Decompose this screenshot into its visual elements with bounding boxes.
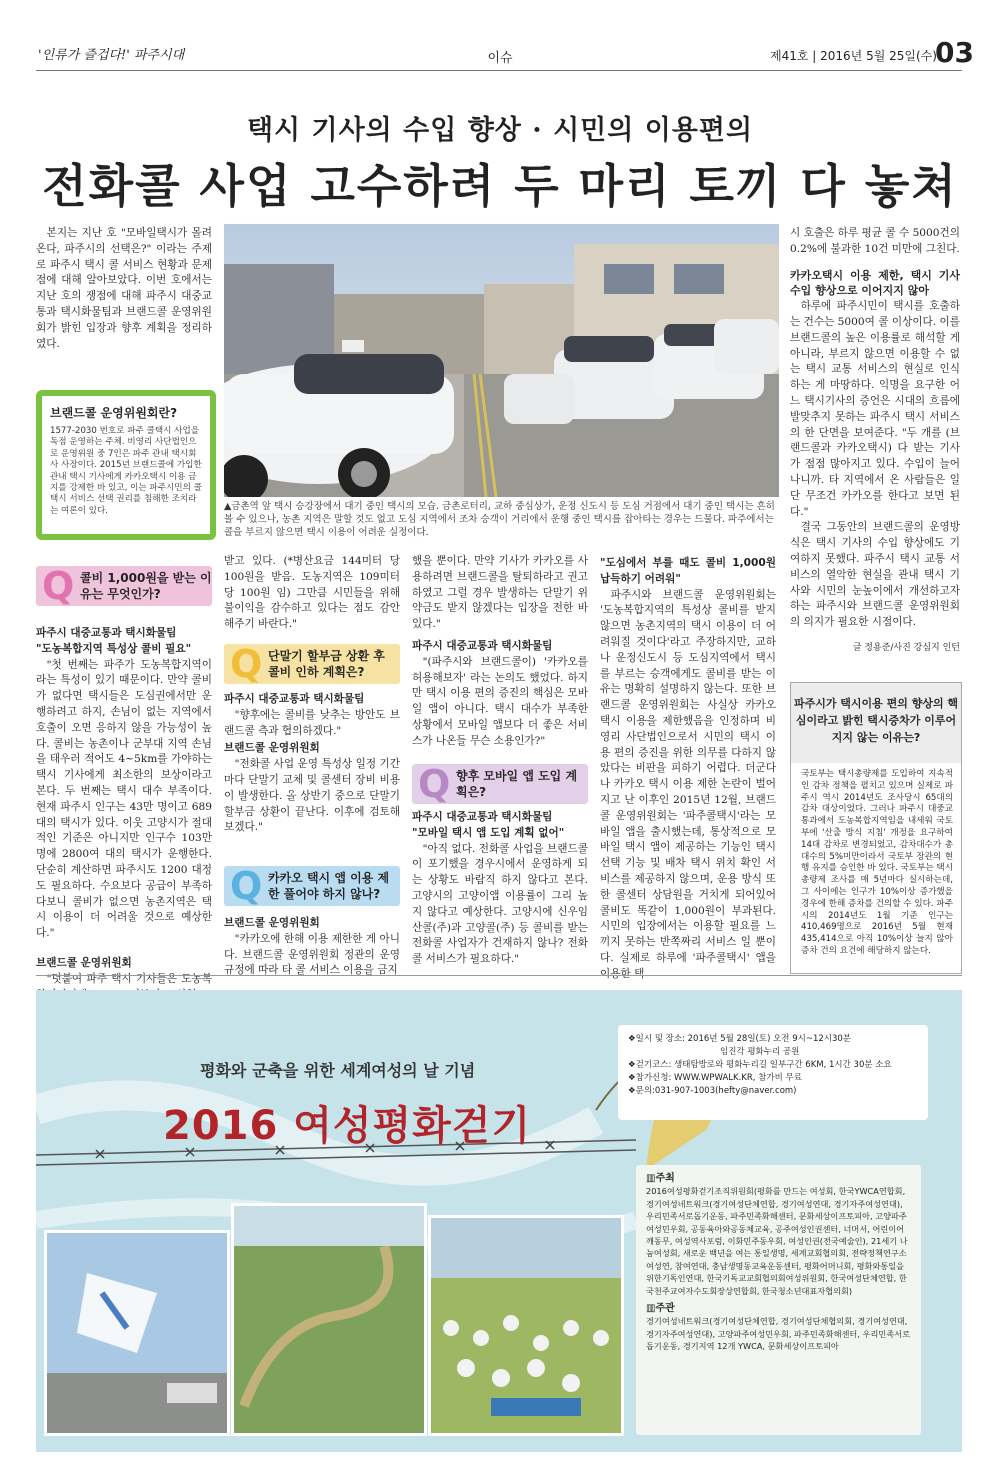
column-1 bbox=[36, 618, 212, 1019]
subheadline: 택시 기사의 수입 향상 · 시민의 이용편의 bbox=[246, 115, 754, 146]
column-2-body bbox=[224, 692, 400, 836]
answer-text: "전화콜 사업 운영 특성상 일정 기간마다 단말기 교체 및 콜센터 장비 비용이 발생한다. 올 상반기 중으로 단말기 할부금 상환이 끝난다. 이후에 검토해 보겠다." bbox=[224, 758, 400, 834]
photo-caption: ▲금촌역 앞 택시 승강장에서 대기 중인 택시의 모습. 금촌로터리, 교하 중심상가, 운정 신도시 등 도심 거점에서 대기 중인 택시는 흔히 볼 수 있으나, 농촌 지역은 말할 것도 없고 도심 지역에서 조차 승객이 거리에서 운행 중인 택시를 잡아타는 경우는 드물다. 파주에서는 콜을 부르지 않으면 택시 이용이 어려운 실정이다. bbox=[224, 501, 775, 538]
question-text: 콜비 1,000원을 받는 이유는 무엇인가? bbox=[80, 571, 212, 601]
definition-bubble bbox=[36, 390, 216, 540]
ad-info-line: ❖문의:031-907-1003(hefty@naver.com) bbox=[628, 1086, 797, 1096]
ad-info-line: ❖일시 및 장소: 2016년 5월 28일(토) 오전 9시~12시30분 bbox=[628, 1034, 852, 1044]
source-label: 브랜드콜 운영위원회 bbox=[36, 956, 132, 969]
ad-organizers bbox=[636, 1165, 921, 1435]
section-label: 이슈 bbox=[487, 51, 513, 66]
column-3 bbox=[412, 554, 588, 750]
ad-photo-flag bbox=[44, 1230, 230, 1436]
intro-paragraph: 본지는 지난 호 "모바일택시가 몰려온다, 파주시의 선택은?" 이라는 주제로 파주시 택시 콜 서비스 현황과 문제점에 대해 알아보았다. 이번 호에서는 지난 호의 쟁점에 대해 파주시 대중교통과 택시화물팀과 브랜드콜 운영위원회가 밝힌 입장과 향후 계획을 정리하였다. bbox=[36, 227, 212, 350]
section-subhead: 카카오택시 이용 제한, 택시 기사 수입 향상으로 이어지지 않아 bbox=[790, 268, 960, 298]
column-2 bbox=[224, 554, 400, 633]
ad-title: 2016 여성평화걷기 bbox=[163, 1103, 532, 1149]
question-box-3 bbox=[224, 866, 400, 906]
q-letter: Q bbox=[230, 864, 263, 908]
ad-photo-crowd bbox=[428, 1215, 624, 1436]
ad-subtitle: 평화와 군축을 위한 세계여성의 날 기념 bbox=[200, 1061, 476, 1080]
organizer-heading: ▥주관 bbox=[646, 1303, 675, 1315]
ad-event-info bbox=[618, 1025, 928, 1120]
sidebar-box-body: 국토부는 택시총량제를 도입하여 지속적인 감차 정책을 펼치고 있으며 실제로 파주시 역시 2014년도 조사당시 65대의 감차 대상이었다. 그러나 파주시 대중교통과에서 도농복합지역임을 내세워 국토부에 '산출 방식 지침' 개정을 요구하여 14대 감차로 변경되었고, 감차대수가 총 대수의 5%미만이라서 국토부 장관의 현행 유지를 승인한 바 있다. 국토부는 택시 총량제 조사를 매 5년마다 실시하는데, 그 사이에는 인구가 10%이상 증가했을 경우에 한해 증차를 건의할 수 있다. 파주시의 2014년도 1월 기준 인구는 410,469명으로 2016년 5월 현재 435,414으로 아직 10%이상 늘지 않아 증차 건의 요건에 해당하지 않는다. bbox=[801, 769, 953, 956]
q-letter: Q bbox=[42, 564, 75, 608]
answer-text: "(파주시와 브랜드콜이) '카카오를 허용해보자' 라는 논의도 했었다. 하지만 택시 이용 편의 증진의 핵심은 모바일 앱이 아니다. 택시 대수가 부족한 상황에서 모바일 앱보다 더 좋은 서비스가 나온들 무슨 소용인가?" bbox=[412, 655, 588, 747]
column-4 bbox=[600, 556, 776, 983]
question-text: 카카오 택시 앱 이용 제한 풀어야 하지 않나? bbox=[268, 871, 390, 901]
question-box-4 bbox=[412, 764, 588, 804]
column-3-body bbox=[412, 810, 588, 968]
answer-subhead: "도농복합지역 특성상 콜비 필요" bbox=[36, 642, 192, 655]
source-label: 브랜드콜 운영위원회 bbox=[224, 917, 320, 929]
answer-text: 받고 있다. (*병산요금 144미터 당 100원을 받음. 도농지역은 109미터 당 100원 임) 그만큼 시민들을 위해 불이익을 감수하고 있다는 점도 감안해주기 바란다." bbox=[224, 555, 400, 631]
ad-info-line: 임진각 평화누리 공원 bbox=[720, 1047, 800, 1057]
headline: 전화콜 사업 고수하려 두 마리 토끼 다 놓쳐 bbox=[42, 159, 958, 213]
bubble-body: 1577-2030 번호로 파주 콜택시 사업을 독점 운영하는 주체. 비영리 사단법인으로 운영위원 중 7인은 파주 관내 택시회사 사장이다. 2015년 브랜드콜에 가입한 관내 택시 기사에게 카카오택시 이용 금지를 강제한 바 있고, 이는 파주시민의 콜택시 서비스 선택 권리를 침해한 조치라는 여론이 있다. bbox=[50, 426, 202, 516]
source-label: 파주시 대중교통과 택시화물팀 bbox=[412, 811, 553, 823]
source-label: 파주시 대중교통과 택시화물팀 bbox=[412, 639, 553, 652]
host-body: 2016여성평화걷기조직위원회(평화를 만드는 여성회, 한국YWCA연합회, 경기여성네트워크(경기여성단체연합, 경기여성연대, 경기자주여성연대), 우리민족서로돕기운동, 파주민족화해센터, 문화세상이프토피아, 고양파주여성민우회, 공동육아와공동체교육, 공주여성인권센터, 너머서, 어린이어깨동무, 여성역사포럼, 이화민주동우회, 여성인권(전국예술인), 21세기 나눔여성회, 새로운 백년을 여는 통일생명, 세계교회협의회, 전략정책연구소여성연, 참여연대, 충남생명동교육운동센터, 평화어머니회, 평화와통일을위한기독인연대, 한국기독교교회협의회여성위원회, 한국여성단체연합, 한국천주교여자수도회장상연합회, 한국청소년대표자협의회) bbox=[646, 1186, 908, 1296]
q-letter: Q bbox=[230, 642, 263, 686]
column-5 bbox=[790, 226, 960, 631]
answer-text: "카카오에 한해 이용 제한한 게 아니다. 브랜드콜 운영위원회 정관의 운영 규정에 따라 타 콜 서비스 이용을 금지 bbox=[224, 932, 400, 977]
header-divider bbox=[36, 70, 962, 71]
answer-text: "첫 번째는 파주가 도농복합지역이라는 특성이 있기 때문이다. 만약 콜비가 없다면 택시들은 도심권에서만 운행하려고 하지, 손님이 없는 지역에서 호출이 오면 응하지 않을 가능성이 높다. 콜비는 농촌이나 군부대 지역 손님을 태우러 적어도 4~5km를 가야하는 택시 기사에게 최소한의 보상이라고 본다. 두 번째는 택시 대수 부족이다. 현재 파주시 인구는 43만 명이고 689대의 택시가 있다. 이웃 고양시가 절대적인 기준은 아니지만 인구수 103만 명에 2800여 대의 택시가 운행한다. 단순히 계산하면 파주시도 1200 대정도 필요하다. 수요보다 공급이 부족하다보니 콜비가 없으면 농촌지역은 택시 이용이 더 어려울 것으로 예상한다." bbox=[36, 658, 212, 940]
taxi-photo bbox=[224, 224, 779, 497]
organizer-body: 경기여성네트워크(경기여성단체연합, 경기여성단체협의회, 경기여성연대, 경기자주여성연대), 고양파주여성민우회, 파주민족화해센터, 우리민족서로돕기운동, 경기지역 12개 YWCA, 문화세상이프토피아 bbox=[646, 1316, 910, 1352]
ad-info-line: ❖참가신청: WWW.WPWALK.KR, 참가비 무료 bbox=[628, 1073, 802, 1083]
column-2-tail bbox=[224, 916, 400, 979]
question-box-1 bbox=[36, 566, 212, 606]
byline: 글 정용준/사진 강심지 인턴 bbox=[852, 643, 960, 653]
bubble-title: 브랜드콜 운영위원회란? bbox=[50, 406, 178, 420]
body-text: 결국 그동안의 브랜드콜의 운영방식은 택시 기사의 수입 향상에도 기여하지 못했다. 파주시 택시 교통 서비스의 열악한 현실을 관내 택시 기사와 시민의 눈높이에서 개선하고자 하는 파주시와 브랜드콜 운영위원회의 의지가 필요한 시점이다. bbox=[790, 521, 960, 629]
sidebar-box-title: 파주시가 택시이용 편의 향상의 핵심이라고 밝힌 택시증차가 이루어지지 않는 이유는? bbox=[791, 683, 961, 763]
answer-text: "아직 없다. 전화콜 사업을 브랜드콜이 포기했을 경우시에서 운영하게 되는 상황도 바람직 하지 않다고 본다. 고양시의 고양이앱 이용률이 그리 높지 않다고 예상한다. 고양시에 신우임산콜(주)과 고양콜(주) 등 콜비를 받는 전화콜 사업자가 건재하지 않나? 전화콜 서비스가 필요하다." bbox=[412, 842, 588, 966]
body-text: 파주시와 브랜드콜 운영위원회는 '도농복합지역의 특성상 콜비를 받지 않으면 농촌지역의 택시 이용이 더 어려워질 것이다'라고 주장하지만, 교하나 운정신도시 등 도심지역에서 택시를 부르는 승객에게도 콜비를 받는 이유는 명확히 설명하지 않는다. 또한 브랜드콜 운영위원회는 사실상 카카오 택시 이용을 제한했음을 인정하며 비영리 사단법인으로서 시민의 택시 이용 편의 증진을 위한 의무를 다하지 않았다는 비판을 피하기 어렵다. 더군다나 카카오 택시 이용 제한 논란이 벌어지고 난 이후인 2015년 12월, 브랜드콜 운영위원회는 '파주콜택시'라는 모바일 앱을 출시했는데, 통상적으로 모바일 택시 앱이 제공하는 기능인 택시 선택 기능 및 배차 택시 위치 확인 서비스를 제공하지 않으며, 운용 방식 또한 콜센터 상담원을 거치게 되어있어 콜비도 똑같이 1,000원이 부과된다. 시민의 입장에서는 이용할 필요를 느끼지 못하는 반쪽짜리 서비스 일 뿐이다. 실제로 하루에 '파주콜택시' 앱을 이용한 택 bbox=[600, 588, 776, 980]
question-box-2 bbox=[224, 644, 400, 684]
issue-info: 제41호 | 2016년 5월 25일(수) bbox=[770, 49, 937, 63]
source-label: 브랜드콜 운영위원회 bbox=[224, 742, 320, 755]
q-letter: Q bbox=[418, 762, 451, 806]
ad-info-line: ❖걷기코스: 생태탐방로와 평화누리길 일부구간 6KM, 1시간 30분 소요 bbox=[628, 1060, 892, 1070]
source-label: 파주시 대중교통과 택시화물팀 bbox=[224, 693, 365, 705]
masthead-logo: '인류가 즐겁다!' 파주시대 bbox=[38, 48, 185, 63]
body-text: 하루에 파주시민이 택시를 호출하는 건수는 5000여 콜 이상이다. 이를 브랜드콜의 높은 이용률로 해석할 게 아니라, 부르지 않으면 이용할 수 없는 택시 교통 서비스의 현실로 인식하는 게 마땅하다. 익명을 요구한 어느 택시기사의 증언은 시대의 흐름에 발맞추지 못하는 파주시 택시 서비스의 한 단면을 보여준다. "두 개를 (브랜드콜과 카카오택시) 다 받는 기사가 점점 많아지고 있다. 수입이 늘어나니까. 타 지역에서 온 사람들은 일단 무조건 카카오를 한다고 보면 된다." bbox=[790, 300, 960, 518]
answer-subhead: "모바일 택시 앱 도입 계획 없어" bbox=[412, 826, 565, 839]
ad-photo-trail bbox=[231, 1203, 427, 1436]
question-text: 단말기 할부금 상환 후 콜비 인하 계획은? bbox=[268, 649, 385, 679]
source-label: 파주시 대중교통과 택시화물팀 bbox=[36, 627, 177, 639]
answer-text: "향후에는 콜비를 낮추는 방안도 브랜드콜 측과 협의하겠다." bbox=[224, 708, 400, 737]
host-heading: ▥주최 bbox=[646, 1173, 675, 1184]
answer-text: "덧붙여 파주 택시 기사들은 도농복 bbox=[46, 972, 212, 985]
ad-divider bbox=[36, 975, 962, 976]
section-subhead: "도심에서 부를 때도 콜비 1,000원 납득하기 어려워" bbox=[600, 557, 776, 585]
answer-text: 했을 뿐이다. 만약 기사가 카카오를 사용하려면 브랜드콜을 탈퇴하라고 권고하였고 그럴 경우 발생하는 단말기 위약금도 받지 않겠다는 입장을 전한 바 있다." bbox=[412, 555, 588, 631]
question-text: 향후 모바일 앱 도입 계획은? bbox=[456, 769, 578, 799]
sidebar-box bbox=[790, 682, 962, 974]
page-number: 03 bbox=[935, 36, 974, 69]
body-text: 시 호출은 하루 평균 콜 수 5000건의 0.2%에 불과한 10건 미만에 그친다. bbox=[790, 227, 960, 255]
